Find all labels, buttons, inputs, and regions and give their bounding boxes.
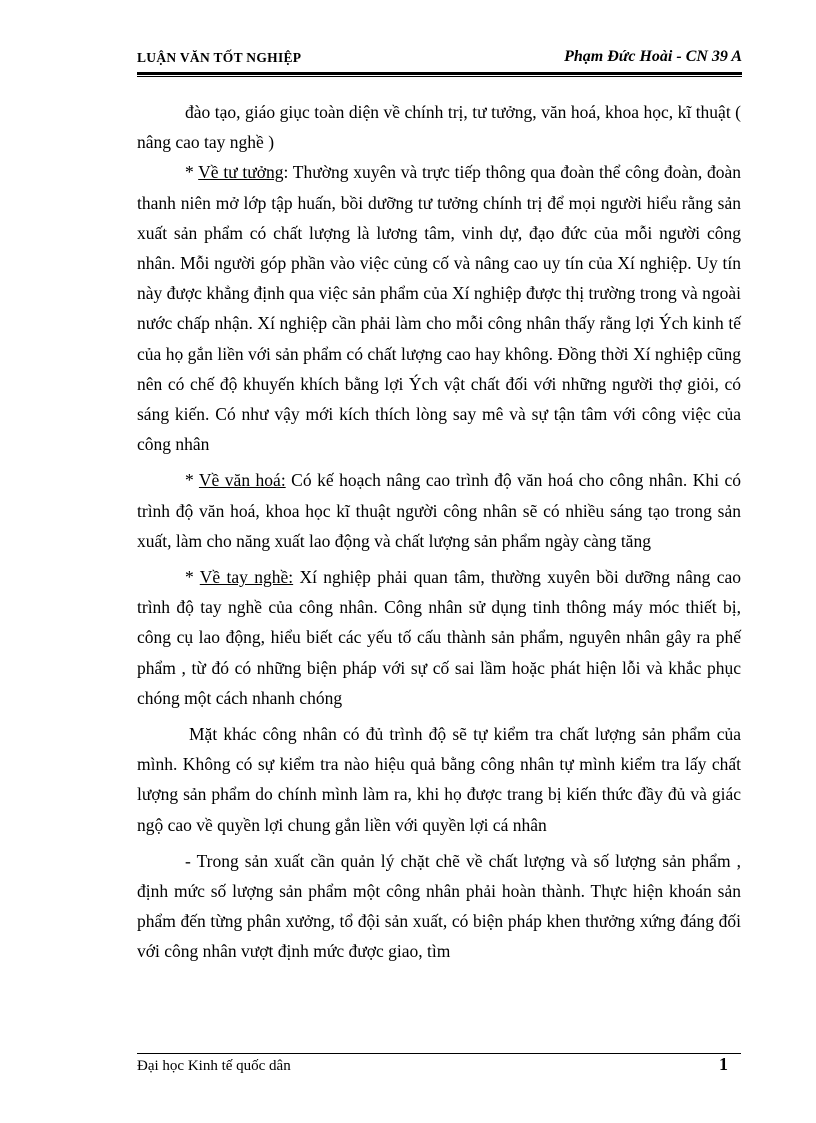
text-ideology: : Thường xuyên và trực tiếp thông qua đoàn thể công đoàn, đoàn thanh niên mở lớp tập huấn, bồi dưỡng tư tưởng chính trị để mọi người hiểu rằng sản xuất sản phẩm có chất lượng là lương tâm, vinh dự, đạo đức của mỗi người công nhân. Mỗi người góp phần vào việc củng cố và nâng cao uy tín của Xí nghiệp. Uy tín này được khẳng định qua việc sản phẩm của Xí nghiệp được thị trường trong và ngoài nước chấp nhận. Xí nghiệp cần phải làm cho mỗi công nhân thấy rằng lợi Ých kinh tế của họ gắn liền với sản phẩm có chất lượng cao hay không. Đồng thời Xí nghiệp cũng nên có chế độ khuyến khích bằng lợi Ých vật chất đối với những người thợ giỏi, có sáng kiến. Có như vậy mới kích thích lòng say mê và sự tận tâm với công việc của công nhân — [137, 162, 741, 455]
header-divider — [137, 72, 742, 77]
text-skills: Xí nghiệp phải quan tâm, thường xuyên bồi dưỡng nâng cao trình độ tay nghề của công nhân. Công nhân sử dụng tinh thông máy móc thiết bị, công cụ lao động, hiểu biết các yếu tố cấu thành sản phẩm, nguyên nhân gây ra phế phẩm , từ đó có những biện pháp với sự cố sai lầm hoặc phát hiện lỗi và khắc phục chóng một cách nhanh chóng — [137, 567, 741, 708]
paragraph-production-management: - Trong sản xuất cần quản lý chặt chẽ về chất lượng và số lượng sản phẩm , định mức số lượng sản phẩm một công nhân phải hoàn thành. Thực hiện khoán sản phẩm đến từng phân xưởng, tổ đội sản xuất, có biện pháp khen thưởng xứng đáng đối với công nhân vượt định mức được giao, tìm — [137, 850, 741, 962]
heading-skills: Về tay nghề: — [199, 567, 294, 588]
paragraph-self-inspection: Mặt khác công nhân có đủ trình độ sẽ tự kiểm tra chất lượng sản phẩm của mình. Không có sự kiểm tra nào hiệu quả bằng công nhân tự mình kiểm tra lấy chất lượng sản phẩm do chính mình làm ra, khi họ được trang bị kiến thức đầy đủ và giác ngộ cao về quyền lợi chung gắn liền với quyền lợi cá nhân — [137, 724, 741, 835]
heading-culture: Về văn hoá: — [198, 470, 286, 491]
bullet-marker: * — [185, 162, 199, 183]
page-header — [137, 48, 742, 70]
paragraph-intro: đào tạo, giáo giục toàn diện về chính trị, tư tưởng, văn hoá, khoa học, kĩ thuật ( nâng cao tay nghề ) — [137, 102, 741, 153]
paragraph-ideology — [137, 157, 741, 459]
bullet-marker: * — [185, 470, 199, 491]
paragraph-culture — [137, 465, 741, 556]
page-number: 1 — [719, 1054, 728, 1074]
header-title: LUẬN VĂN TỐT NGHIỆP — [137, 50, 302, 65]
text-culture: Có kế hoạch nâng cao trình độ văn hoá cho công nhân. Khi có trình độ văn hoá, khoa học kĩ thuật người công nhân sẽ có nhiều sáng tạo trong sản xuất, làm cho năng xuất lao động và chất lượng sản phẩm ngày càng tăng — [137, 470, 741, 551]
document-body — [137, 97, 741, 967]
heading-ideology: Về tư tưởng — [198, 162, 284, 183]
footer-divider — [137, 1053, 741, 1054]
paragraph-skills — [137, 562, 741, 713]
bullet-marker: * — [185, 567, 200, 588]
footer-institution: Đại học Kinh tế quốc dân — [137, 1058, 291, 1074]
header-author: Phạm Đức Hoài - CN 39 A — [564, 48, 742, 65]
